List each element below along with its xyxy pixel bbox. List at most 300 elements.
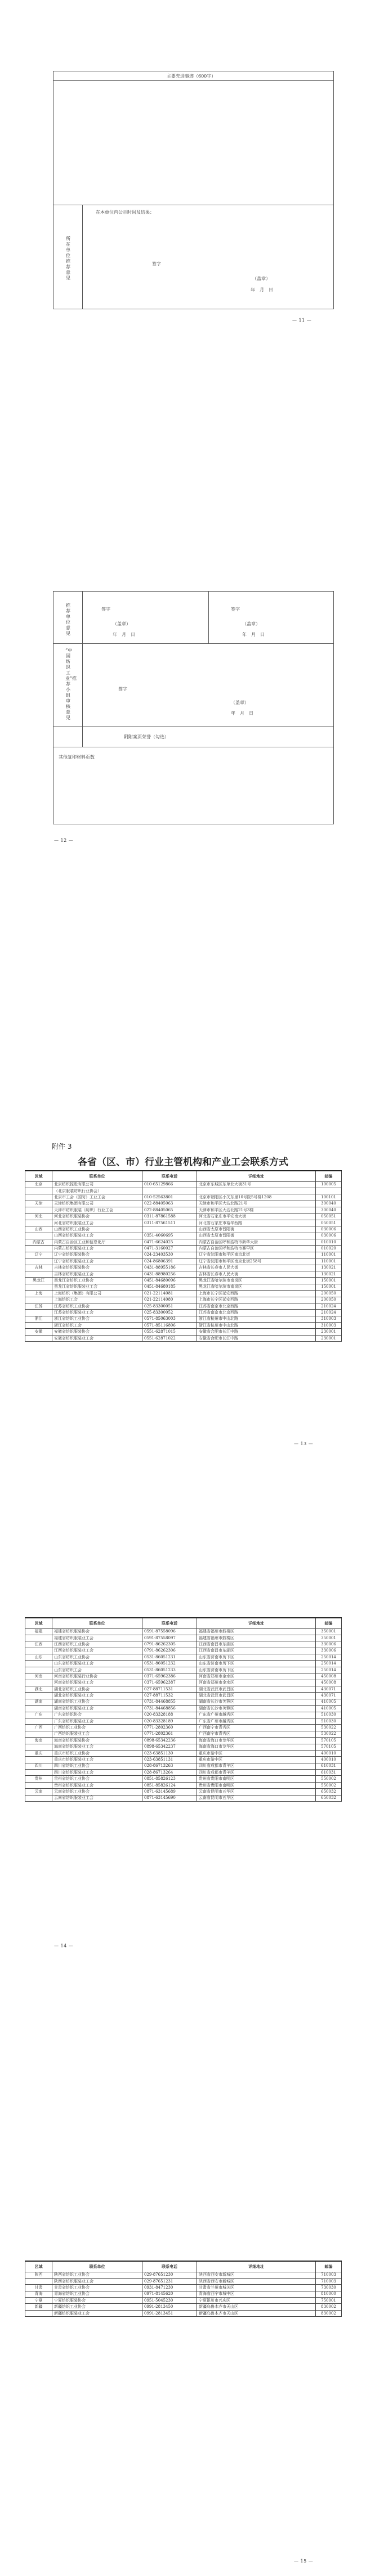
form-frame-page1 <box>53 71 334 309</box>
table-row <box>25 1673 342 1680</box>
table-row <box>25 1776 342 1782</box>
cell-unit: 新疆纺织服装业工会 <box>52 2310 142 2316</box>
cell-address: 云南省昆明市五华区 <box>197 1795 316 1801</box>
cell-region <box>25 1258 52 1265</box>
table-row <box>25 2304 342 2310</box>
cell-region: 陕西 <box>25 2272 52 2278</box>
cell-region: 安徽 <box>25 1329 52 1335</box>
cell-postcode: 450008 <box>316 1680 342 1686</box>
attachment-label: 附附案页荣誉（勾选） <box>124 734 169 739</box>
cell-phone: 0551-62871015 <box>142 1329 197 1335</box>
cell-region <box>25 1731 52 1737</box>
cell-region <box>25 1693 52 1699</box>
cell-region <box>25 1233 52 1239</box>
table-row <box>25 2278 342 2284</box>
table-row <box>25 1763 342 1769</box>
cell-phone: 0531-86051232 <box>142 1661 197 1667</box>
cell-region: 北京 <box>25 1181 52 1188</box>
cell-phone: 0571-85063003 <box>142 1316 197 1322</box>
table-row <box>25 1271 342 1277</box>
page-number: — 13 — <box>294 1441 314 1446</box>
table-row <box>25 1628 342 1635</box>
cell-region: 江苏 <box>25 1303 52 1309</box>
cell-region <box>25 1648 52 1654</box>
cell-address: 新疆乌鲁木齐市天山区 <box>197 2310 316 2316</box>
table-row <box>25 1686 342 1693</box>
cell-postcode: 250014 <box>316 1654 342 1661</box>
header-region: 区域 <box>25 1618 52 1628</box>
cell-postcode: 130021 <box>316 1265 342 1271</box>
cell-region <box>25 1744 52 1750</box>
cell-phone: 022-88405065 <box>142 1207 197 1213</box>
table-row <box>25 1635 342 1641</box>
annex-label: 附件 3 <box>52 1143 72 1151</box>
cell-address: 福建省福州市鼓楼区 <box>197 1635 316 1641</box>
cell-address: 黑龙江省哈尔滨市南岗区 <box>197 1278 316 1284</box>
cell-postcode: 330006 <box>316 1641 342 1648</box>
cell-unit: 吉林省纺织服装业工会 <box>52 1271 142 1277</box>
cell-region: 天津 <box>25 1201 52 1207</box>
cell-phone: 028-86713264 <box>142 1770 197 1776</box>
cell-postcode: 530022 <box>316 1725 342 1731</box>
cell-address: 广西南宁市青秀区 <box>197 1731 316 1737</box>
cell-address: 安徽省合肥市长江中路 <box>197 1335 316 1341</box>
cell-phone: 0791-86262306 <box>142 1648 197 1654</box>
cell-unit: 辽宁省纺织服装协会 <box>52 1252 142 1258</box>
header-address: 详细地址 <box>197 1171 316 1181</box>
cell-phone: 023-63851130 <box>142 1750 197 1756</box>
header-unit: 联系单位 <box>52 2261 142 2272</box>
table-row <box>25 1667 342 1673</box>
cell-postcode: 050051 <box>316 1213 342 1220</box>
sign-label: 签字 <box>152 261 161 267</box>
cell-unit: 江苏省纺织服装业工会 <box>52 1310 142 1316</box>
cell-address: 广东省广州市越秀区 <box>197 1718 316 1724</box>
cell-unit: 山东省纺织工业协会 <box>52 1654 142 1661</box>
cell-address: 湖南省长沙市芙蓉区 <box>197 1699 316 1705</box>
cell-region <box>25 1661 52 1667</box>
cell-region <box>25 1220 52 1226</box>
cell-unit: 上海纺织工会 <box>52 1297 142 1303</box>
cell-address: 湖南省长沙市芙蓉区 <box>197 1706 316 1712</box>
cell-unit: 宁夏纺织服装协会 <box>52 2298 142 2304</box>
cell-unit: 陕西省纺织服装业工会 <box>52 2278 142 2284</box>
table-row <box>25 2310 342 2316</box>
cell-unit: 重庆市纺织服装业工会 <box>52 1757 142 1763</box>
table-row <box>25 1303 342 1309</box>
table-row <box>25 1265 342 1271</box>
cell-postcode: 200050 <box>316 1297 342 1303</box>
cell-unit: 甘肃省纺织工业协会 <box>52 2285 142 2291</box>
header-address: 详细地址 <box>197 1618 316 1628</box>
cell-region: 贵州 <box>25 1776 52 1782</box>
cell-postcode: 130021 <box>316 1271 342 1277</box>
cell-unit: 北京纺织控股有限公司 <box>52 1181 142 1188</box>
cell-postcode: 300040 <box>316 1207 342 1213</box>
cell-unit: 山东省纺织服装业工会 <box>52 1661 142 1667</box>
cell-phone: 025-83300052 <box>142 1310 197 1316</box>
table-row <box>25 1310 342 1316</box>
cell-unit: 天津市纺织服装（纺织）行业工会 <box>52 1207 142 1213</box>
cell-region <box>25 1284 52 1290</box>
date-label: 年 月 日 <box>242 632 265 637</box>
table-row <box>25 1201 342 1207</box>
header-address: 详细地址 <box>197 2261 316 2272</box>
cell-postcode: 610031 <box>316 1763 342 1769</box>
cell-postcode: 430071 <box>316 1693 342 1699</box>
cell-unit: 黑龙江省纺织服装业工会 <box>52 1284 142 1290</box>
table-row <box>25 1220 342 1226</box>
cell-postcode: 110001 <box>316 1252 342 1258</box>
cell-phone: 0451-84680185 <box>142 1284 197 1290</box>
cell-region <box>25 1635 52 1641</box>
cell-phone: 0591-87558096 <box>142 1628 197 1635</box>
cell-address: 福建省福州市鼓楼区 <box>197 1628 316 1635</box>
cell-unit: 湖南省纺织服装业工会 <box>52 1706 142 1712</box>
cell-address: 安徽省合肥市长江中路 <box>197 1329 316 1335</box>
cell-unit: 湖北省纺织工业协会 <box>52 1686 142 1693</box>
cell-address: 北京市东城区东单北大街31号 <box>197 1181 316 1188</box>
page-number: — 14 — <box>54 1943 74 1948</box>
cell-postcode: 250014 <box>316 1661 342 1667</box>
table-row <box>25 1194 342 1201</box>
cell-phone: 0951-5045230 <box>142 2298 197 2304</box>
cell-phone: 0871-63145690 <box>142 1795 197 1801</box>
cell-region <box>25 1297 52 1303</box>
cell-postcode: 350001 <box>316 1628 342 1635</box>
cell-phone: 0931-8471230 <box>142 2285 197 2291</box>
form-divider <box>53 80 334 81</box>
cell-unit: 山西省纺织工业协会 <box>52 1226 142 1233</box>
table-row <box>25 1680 342 1686</box>
cell-address: 陕西省西安市新城区 <box>197 2272 316 2278</box>
cell-phone: 0851-85826123 <box>142 1776 197 1782</box>
table-row <box>25 1712 342 1718</box>
cell-phone: 028-86713263 <box>142 1763 197 1769</box>
cell-unit: 广西纺织工业协会 <box>52 1725 142 1731</box>
cell-postcode: 530022 <box>316 1731 342 1737</box>
cell-postcode: 710003 <box>316 2278 342 2284</box>
cell-postcode: 570105 <box>316 1744 342 1750</box>
cell-unit: 海南省纺织服装业工会 <box>52 1744 142 1750</box>
cell-address: 海南省海口市龙华区 <box>197 1744 316 1750</box>
cell-region <box>25 1718 52 1724</box>
cell-region <box>25 1680 52 1686</box>
cell-address: 江西省南昌市东湖区 <box>197 1648 316 1654</box>
cell-postcode: 030006 <box>316 1233 342 1239</box>
cell-phone: 0351-4060695 <box>142 1233 197 1239</box>
page-number: — 12 — <box>54 838 74 843</box>
cell-address: 辽宁省沈阳市和平区南京北街 <box>197 1252 316 1258</box>
cell-region: 山东 <box>25 1654 52 1661</box>
cell-region <box>25 1194 52 1201</box>
cell-address: 天津市和平区大沽北路21号3楼 <box>197 1207 316 1213</box>
cell-address: 辽宁省沈阳市和平区南京北街258号 <box>197 1258 316 1265</box>
table-row <box>25 1750 342 1756</box>
cell-unit: 湖北省纺织服装业工会 <box>52 1693 142 1699</box>
cell-address: 江西省南昌市东湖区 <box>197 1641 316 1648</box>
cell-postcode: 350001 <box>316 1635 342 1641</box>
cell-postcode: 750001 <box>316 2298 342 2304</box>
cell-phone: 0451-84680096 <box>142 1278 197 1284</box>
cell-region <box>25 1335 52 1341</box>
cell-unit: 广东省纺织服装业工会 <box>52 1718 142 1724</box>
cell-region <box>25 2278 52 2284</box>
cell-region <box>25 1246 52 1252</box>
table-row <box>25 2291 342 2297</box>
cell-phone: 0731-84468855 <box>142 1699 197 1705</box>
cell-postcode: 010010 <box>316 1239 342 1246</box>
table-row <box>25 1757 342 1763</box>
cell-region: 河南 <box>25 1673 52 1680</box>
cell-postcode: 810000 <box>316 2291 342 2297</box>
cell-region <box>25 1795 52 1801</box>
seal-label: （盖章） <box>231 700 249 705</box>
cell-unit: 山西省纺织服装业工会 <box>52 1233 142 1239</box>
cell-unit: 福建省纺织服装业工会 <box>52 1635 142 1641</box>
cell-phone: 0771-2802360 <box>142 1725 197 1731</box>
header-phone: 联系电话 <box>142 1618 197 1628</box>
cell-address: 上海市长宁区延安西路 <box>197 1291 316 1297</box>
cell-phone: 0991-2813450 <box>142 2304 197 2310</box>
cell-region <box>25 1188 52 1194</box>
cell-unit: 河北省纺织服装业工会 <box>52 1220 142 1226</box>
header-unit: 联系单位 <box>52 1618 142 1628</box>
date-label: 年 月 日 <box>231 711 253 716</box>
seal-label: （盖章） <box>113 621 131 626</box>
cell-postcode: 710003 <box>316 2272 342 2278</box>
table-row <box>25 1291 342 1297</box>
form-column-divider <box>82 591 83 747</box>
seal-label: （盖章） <box>252 276 270 281</box>
cell-postcode: 510030 <box>316 1718 342 1724</box>
cell-address: 云南省昆明市五华区 <box>197 1789 316 1795</box>
table-row <box>25 1239 342 1246</box>
cell-region: 黑龙江 <box>25 1278 52 1284</box>
table-row <box>25 1233 342 1239</box>
cell-unit: 云南省纺织服装业工会 <box>52 1795 142 1801</box>
contact-table-2 <box>25 1617 342 1802</box>
cell-region: 上海 <box>25 1291 52 1297</box>
table-row <box>25 1718 342 1724</box>
cell-region: 湖南 <box>25 1699 52 1705</box>
table-row <box>25 1258 342 1265</box>
cell-phone: 024-23403530 <box>142 1252 197 1258</box>
cell-region: 广东 <box>25 1712 52 1718</box>
cell-unit: 江西省纺织工业协会 <box>52 1641 142 1648</box>
cell-phone: 022-88405063 <box>142 1201 197 1207</box>
cell-address: 浙江省杭州市中山北路 <box>197 1316 316 1322</box>
cell-unit: 江苏省纺织工业协会 <box>52 1303 142 1309</box>
cell-unit: 云南省纺织工业协会 <box>52 1789 142 1795</box>
cell-postcode: 100101 <box>316 1194 342 1201</box>
cell-phone: 025-83300051 <box>142 1303 197 1309</box>
cell-unit: 广东省纺织协会 <box>52 1712 142 1718</box>
table-row <box>25 1725 342 1731</box>
cell-unit: 黑龙江省纺织工业协会 <box>52 1278 142 1284</box>
cell-unit: 陕西省纺织工业协会 <box>52 2272 142 2278</box>
cell-unit: 吉林省纺织服装协会 <box>52 1265 142 1271</box>
cell-address: 河北省石家庄市平安南大街 <box>197 1213 316 1220</box>
cell-postcode: 550002 <box>316 1782 342 1788</box>
cell-address: 河南省郑州市金水区 <box>197 1680 316 1686</box>
table-row <box>25 1706 342 1712</box>
cell-postcode: 610031 <box>316 1770 342 1776</box>
table-row <box>25 1316 342 1322</box>
cell-phone: 020-83328189 <box>142 1718 197 1724</box>
cell-phone: 021-22114080 <box>142 1297 197 1303</box>
cell-postcode: 310003 <box>316 1316 342 1322</box>
cell-address: 四川省成都市青羊区 <box>197 1770 316 1776</box>
publicity-text: 在本单位内公示时间及结果： <box>96 210 154 215</box>
cell-postcode: 830002 <box>316 2310 342 2316</box>
cell-postcode: 570105 <box>316 1738 342 1744</box>
cell-phone: 023-63851131 <box>142 1757 197 1763</box>
cell-region: 重庆 <box>25 1750 52 1756</box>
cell-region <box>25 1271 52 1277</box>
cell-region: 山西 <box>25 1226 52 1233</box>
form-frame-page2 <box>53 591 334 824</box>
table-row <box>25 1795 342 1801</box>
table-row <box>25 1648 342 1654</box>
table-row <box>25 1323 342 1329</box>
cell-unit: 江西省纺织服装业工会 <box>52 1648 142 1654</box>
cell-address: 河北省石家庄市裕华西路 <box>197 1220 316 1226</box>
cell-address: 内蒙古自治区呼和浩特市新华大街 <box>197 1239 316 1246</box>
cell-region <box>25 1310 52 1316</box>
date-label: 年 月 日 <box>251 287 273 292</box>
cell-address: 北京市朝阳区小关东里10号院5号楼1208 <box>197 1194 316 1201</box>
header-phone: 联系电话 <box>142 2261 197 2272</box>
table-row <box>25 1661 342 1667</box>
cell-region: 内蒙古 <box>25 1239 52 1246</box>
cell-unit: 浙江省纺织工业协会 <box>52 1316 142 1322</box>
cell-phone: 0471-6624025 <box>142 1239 197 1246</box>
cell-unit: 浙江省纺织工会 <box>52 1323 142 1329</box>
cell-unit: 贵州省纺织工业协会 <box>52 1776 142 1782</box>
cell-region: 湖北 <box>25 1686 52 1693</box>
cell-unit: 山东省纺织工会 <box>52 1667 142 1673</box>
cell-address: 山东省济南市历下区 <box>197 1661 316 1667</box>
county-label: 推荐单位意见 <box>66 603 70 636</box>
cell-region <box>25 1782 52 1788</box>
cell-region <box>25 1667 52 1673</box>
cell-unit: 内蒙古自治区工业和信息化厅 <box>52 1239 142 1246</box>
cell-phone: 021-22114081 <box>142 1291 197 1297</box>
cell-phone: 0311-87861588 <box>142 1213 197 1220</box>
cell-unit: 安徽省纺织服装业工会 <box>52 1335 142 1341</box>
table-row <box>25 1213 342 1220</box>
contact-table-3 <box>25 2261 342 2317</box>
table-row <box>25 1278 342 1284</box>
table-row <box>25 1188 342 1194</box>
cell-region: 福建 <box>25 1628 52 1635</box>
cell-address: 宁夏银川市兴庆区 <box>197 2298 316 2304</box>
cell-phone: 020-83328188 <box>142 1712 197 1718</box>
cell-phone: 0731-84468856 <box>142 1706 197 1712</box>
cell-postcode: 210024 <box>316 1303 342 1309</box>
cell-unit: 内蒙古纺织服装业工会 <box>52 1246 142 1252</box>
cell-address: 吉林省长春市人民大街 <box>197 1265 316 1271</box>
cell-unit: 安徽省纺织服装协会 <box>52 1329 142 1335</box>
cell-phone: 010-52563801 <box>142 1194 197 1201</box>
cell-phone: 024-86806391 <box>142 1258 197 1265</box>
cell-phone: 0791-86262305 <box>142 1641 197 1648</box>
cell-region <box>25 2310 52 2316</box>
cell-region: 海南 <box>25 1738 52 1744</box>
cell-address: 河南省郑州市金水区 <box>197 1673 316 1680</box>
cell-region: 浙江 <box>25 1316 52 1322</box>
cell-postcode: 400010 <box>316 1757 342 1763</box>
form-divider <box>53 643 334 644</box>
table-row <box>25 1693 342 1699</box>
table-row <box>25 1770 342 1776</box>
cell-phone: 0531-86051231 <box>142 1654 197 1661</box>
cell-postcode: 230001 <box>316 1329 342 1335</box>
table-row <box>25 1641 342 1648</box>
cell-phone: 0871-63145689 <box>142 1789 197 1795</box>
cell-postcode: 830002 <box>316 2304 342 2310</box>
cell-unit: 四川省纺织服装业工会 <box>52 1770 142 1776</box>
cell-phone: 0311-87561511 <box>142 1220 197 1226</box>
cell-address: 新疆乌鲁木齐市天山区 <box>197 2304 316 2310</box>
page-number: — 15 — <box>294 2559 314 2564</box>
header-region: 区域 <box>25 1171 52 1181</box>
materials-label: 其他复印材料页数 <box>59 755 95 760</box>
cell-unit: 广西纺织服装业工会 <box>52 1731 142 1737</box>
cell-address: 天津市和平区大沽北路21号 <box>197 1201 316 1207</box>
cell-address: 陕西省西安市新城区 <box>197 2278 316 2284</box>
cell-region: 青海 <box>25 2291 52 2297</box>
cell-unit: 新疆纺织工业协会 <box>52 2304 142 2310</box>
cell-address: 重庆市渝中区 <box>197 1750 316 1756</box>
cell-phone: 0898-65342236 <box>142 1738 197 1744</box>
cell-address: 江苏省南京市北京西路 <box>197 1310 316 1316</box>
cell-address: 上海市长宁区延安西路 <box>197 1297 316 1303</box>
cell-postcode: 650032 <box>316 1795 342 1801</box>
cell-phone: 0991-2813451 <box>142 2310 197 2316</box>
table-row <box>25 1789 342 1795</box>
cell-phone: 010-65129866 <box>142 1181 197 1188</box>
header-postcode: 邮编 <box>316 1618 342 1628</box>
cell-postcode: 030006 <box>316 1226 342 1233</box>
cell-postcode: 450008 <box>316 1673 342 1680</box>
cell-postcode: 200050 <box>316 1291 342 1297</box>
seal-label: （盖章） <box>242 621 260 626</box>
cell-phone: 0898-65342237 <box>142 1744 197 1750</box>
page-number: — 11 — <box>292 318 312 323</box>
cell-address: 黑龙江省哈尔滨市南岗区 <box>197 1284 316 1290</box>
table-row <box>25 1252 342 1258</box>
cell-phone: 0551-62871022 <box>142 1335 197 1341</box>
cell-postcode: 650032 <box>316 1789 342 1795</box>
cell-postcode: 410005 <box>316 1699 342 1705</box>
cell-address: 四川省成都市青羊区 <box>197 1763 316 1769</box>
header-postcode: 邮编 <box>316 2261 342 2272</box>
cell-phone: 029-87651230 <box>142 2272 197 2278</box>
cell-address: 江苏省南京市北京西路 <box>197 1303 316 1309</box>
contact-table-1 <box>25 1170 342 1342</box>
cell-unit: 天津纺织集团有限公司 <box>52 1201 142 1207</box>
cell-postcode: 430071 <box>316 1686 342 1693</box>
cell-address: 贵州省贵阳市南明区 <box>197 1776 316 1782</box>
cell-address: 山东省济南市历下区 <box>197 1667 316 1673</box>
cell-phone: 0371-65962387 <box>142 1680 197 1686</box>
cell-postcode: 300040 <box>316 1201 342 1207</box>
header-phone: 联系电话 <box>142 1171 197 1181</box>
cell-phone: 0431-88955186 <box>142 1265 197 1271</box>
committee-label: “中国纺织工业”推荐小组审核意见 <box>65 648 77 720</box>
